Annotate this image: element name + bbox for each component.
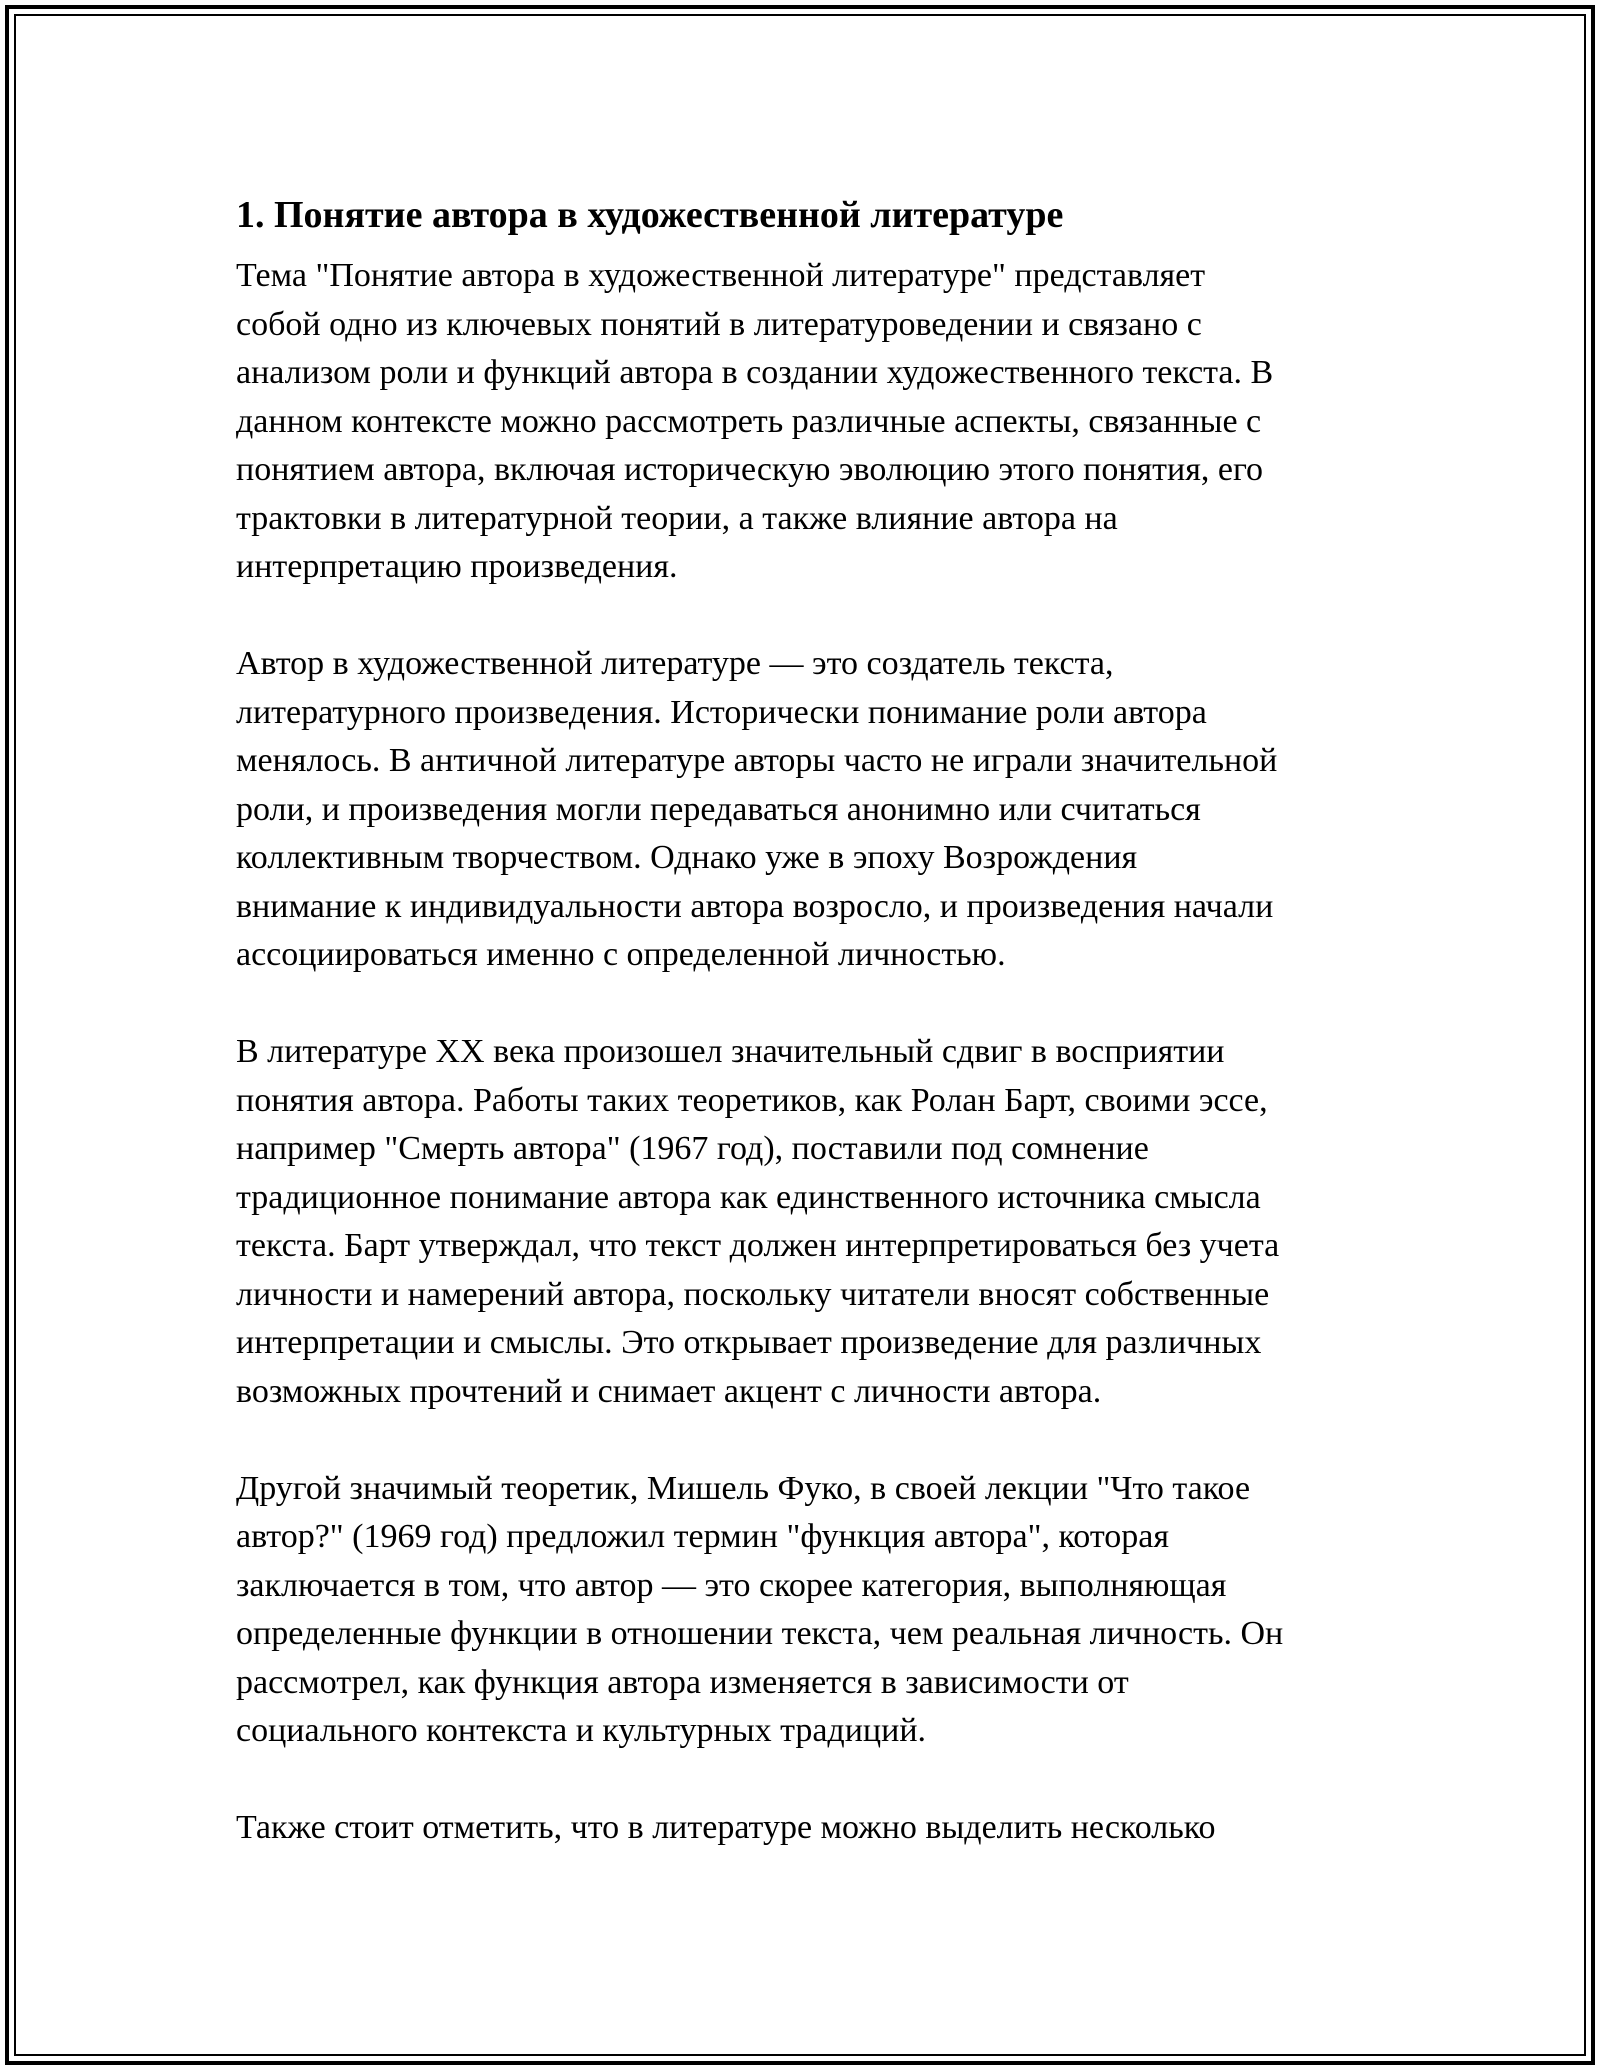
text-line: текста. Барт утверждал, что текст должен интерпретироваться без учета — [236, 1227, 1280, 1264]
text-line: данном контексте можно рассмотреть различные аспекты, связанные с — [236, 402, 1262, 440]
text-line: рассмотрел, как функция автора изменяется в зависимости от — [236, 1663, 1129, 1701]
text-line: интерпретацию произведения. — [236, 548, 678, 585]
section-heading: 1. Понятие автора в художественной литературе — [236, 194, 1064, 236]
paragraph-3 — [236, 1028, 1401, 1416]
text-line: возможных прочтений и снимает акцент с личности автора. — [236, 1372, 1102, 1410]
text-line: традиционное понимание автора как единственного источника смысла — [236, 1178, 1261, 1216]
paragraph-5 — [236, 1804, 1401, 1853]
text-line: В литературе XX века произошел значительный сдвиг в восприятии — [236, 1033, 1225, 1070]
paragraph-4 — [236, 1465, 1401, 1756]
text-line: например "Смерть автора" (1967 год), поставили под сомнение — [236, 1130, 1149, 1167]
text-line: анализом роли и функций автора в создании художественного текста. В — [236, 354, 1274, 391]
document-body — [236, 186, 1401, 1901]
text-line: ассоциироваться именно с определенной личностью. — [236, 936, 1006, 973]
text-line: определенные функции в отношении текста, чем реальная личность. Он — [236, 1615, 1284, 1652]
text-line: трактовки в литературной теории, а также влияние автора на — [236, 499, 1118, 537]
text-line: понятием автора, включая историческую эволюцию этого понятия, его — [236, 451, 1264, 488]
paragraph-1 — [236, 252, 1401, 592]
text-line: социального контекста и культурных традиций. — [236, 1712, 927, 1749]
text-line: автор?" (1969 год) предложил термин "функция автора", которая — [236, 1518, 1169, 1555]
text-line: Также стоит отметить, что в литературе можно выделить несколько — [236, 1809, 1216, 1846]
text-line: менялось. В античной литературе авторы часто не играли значительной — [236, 742, 1278, 779]
text-line: заключается в том, что автор — это скорее категория, выполняющая — [236, 1566, 1227, 1604]
text-line: Автор в художественной литературе — это создатель текста, — [236, 645, 1114, 682]
text-line: литературного произведения. Исторически понимание роли автора — [236, 693, 1207, 731]
text-line: Другой значимый теоретик, Мишель Фуко, в своей лекции "Что такое — [236, 1469, 1251, 1507]
text-line: собой одно из ключевых понятий в литературоведении и связано с — [236, 305, 1202, 343]
paragraph-2 — [236, 640, 1401, 980]
text-line: коллективным творчеством. Однако уже в эпоху Возрождения — [236, 839, 1138, 876]
text-line: интерпретации и смыслы. Это открывает произведение для различных — [236, 1324, 1262, 1361]
text-line: внимание к индивидуальности автора возросло, и произведения начали — [236, 887, 1274, 925]
text-line: понятия автора. Работы таких теоретиков, как Ролан Барт, своими эссе, — [236, 1081, 1268, 1119]
text-line: роли, и произведения могли передаваться анонимно или считаться — [236, 790, 1201, 828]
text-line: Тема "Понятие автора в художественной литературе" представляет — [236, 257, 1206, 294]
text-line: личности и намерений автора, поскольку читатели вносят собственные — [236, 1275, 1270, 1313]
